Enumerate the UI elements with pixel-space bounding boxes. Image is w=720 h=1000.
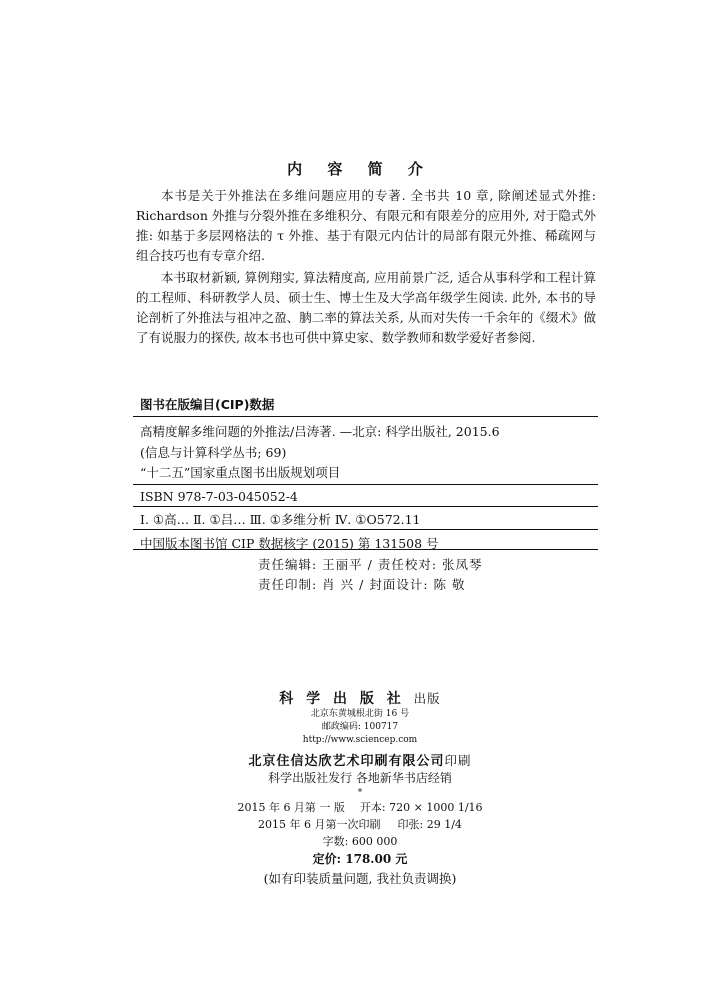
summary-paragraph-2: 本书取材新颖, 算例翔实, 算法精度高, 应用前景广泛, 适合从事科学和工程计算的工程师、科研教学人员、硕士生、博士生及大学高年级学生阅读. 此外, 本书的导论剖析了外推法与祖冲之盈、朒二率的算法关系, 从而对失传一千余年的《缀术》做了有说服力的探佚, 故本书也可供中算史家、数学教师和数学爱好者参阅. — [136, 270, 596, 345]
word-count: 字数: 600 000 — [322, 835, 398, 848]
cip-classification: Ⅰ. ①高… Ⅱ. ①吕… Ⅲ. ①多维分析 Ⅳ. ①O572.11 — [140, 512, 421, 527]
publisher-name-line — [0, 688, 720, 708]
editor-line-2: 责任印制: 肖 兴 / 封面设计: 陈 敬 — [258, 577, 466, 592]
cip-bottom-rule — [133, 549, 598, 550]
cip-title-line: 高精度解多维问题的外推法/吕涛著. —北京: 科学出版社, 2015.6 — [140, 424, 500, 439]
quality-notice: (如有印装质量问题, 我社负责调换) — [263, 871, 457, 886]
sheets-text: 印张: 29 1/4 — [397, 818, 462, 831]
cip-mid-rule-2 — [133, 506, 598, 507]
distribution-line: 科学出版社发行 各地新华书店经销 — [268, 771, 452, 785]
publisher-postcode: 邮政编码: 100717 — [321, 722, 399, 732]
cip-mid-rule-1 — [133, 484, 598, 485]
page-title: 内 容 简 介 — [287, 160, 433, 178]
cip-header: 图书在版编目(CIP)数据 — [140, 397, 275, 412]
format-text: 开本: 720 × 1000 1/16 — [359, 801, 483, 814]
printer-line — [0, 750, 720, 769]
printer-suffix: 印刷 — [444, 753, 472, 768]
separator-star: * — [357, 788, 363, 798]
editor-line-1: 责任编辑: 王丽平 / 责任校对: 张凤琴 — [258, 557, 483, 572]
printing-text: 2015 年 6 月第一次印刷 — [258, 818, 381, 831]
price: 定价: 178.00 元 — [312, 852, 408, 866]
cip-mid-rule-3 — [133, 529, 598, 530]
publisher-address: 北京东黄城根北街 16 号 — [310, 709, 410, 719]
edition-text: 2015 年 6 月第 一 版 — [237, 801, 345, 814]
cip-project-line: “十二五”国家重点图书出版规划项目 — [140, 465, 341, 480]
publisher-name: 科 学 出 版 社 — [279, 691, 405, 707]
printing-line — [0, 816, 720, 833]
content-summary — [136, 186, 596, 348]
edition-line — [0, 799, 720, 816]
cip-data-number: 中国版本图书馆 CIP 数据核字 (2015) 第 131508 号 — [140, 535, 439, 551]
cip-isbn: ISBN 978-7-03-045052-4 — [140, 488, 298, 504]
publisher-suffix: 出版 — [413, 691, 441, 706]
summary-paragraph-1: 本书是关于外推法在多维问题应用的专著. 全书共 10 章, 除阐述显式外推: Richardson 外推与分裂外推在多维积分、有限元和有限差分的应用外, 对于隐式外推: 如基于多层网格法的 τ 外推、基于有限元内估计的局部有限元外推、稀疏网与组合技巧也有专章介绍. — [136, 188, 596, 263]
printer-name: 北京住信达欣艺术印刷有限公司 — [248, 754, 445, 769]
publishing-info — [0, 688, 720, 888]
cip-series-line: (信息与计算科学丛书; 69) — [140, 444, 287, 460]
publisher-website: http://www.sciencep.com — [302, 735, 418, 745]
editor-credits — [258, 555, 483, 595]
cip-record — [140, 422, 595, 554]
cip-top-rule — [133, 416, 598, 417]
